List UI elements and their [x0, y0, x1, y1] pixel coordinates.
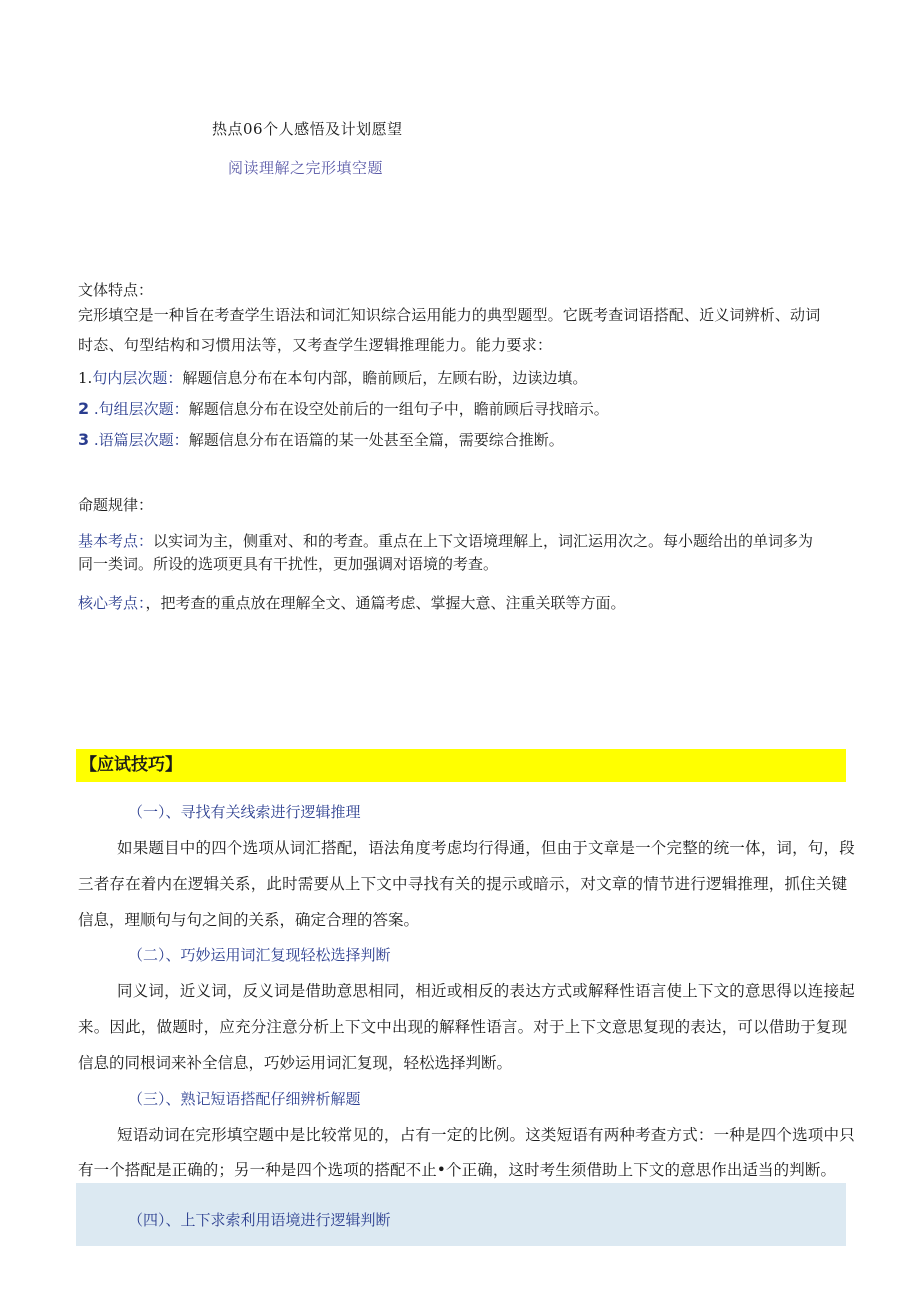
feature-item-term: .句组层次题：	[89, 400, 189, 418]
features-intro-line1: 完形填空是一种旨在考查学生语法和词汇知识综合运用能力的典型题型。它既考查词语搭配、近义词辨析、动词	[78, 306, 821, 324]
feature-item-text: 解题信息分布在设空处前后的一组句子中，瞻前顾后寻找暗示。	[188, 400, 609, 418]
page-subtitle: 阅读理解之完形填空题	[228, 159, 384, 177]
skill-1-heading: （一）、寻找有关线索进行逻辑推理	[128, 803, 361, 821]
skill-4-heading: （四）、上下求索利用语境进行逻辑判断	[128, 1211, 391, 1229]
rules-basic-line2: 同一类词。所设的选项更具有干扰性，更加强调对语境的考查。	[78, 555, 499, 573]
page-title: 热点06个人感悟及计划愿望	[212, 120, 403, 138]
skill-1-line3: 信息，理顺句与句之间的关系，确定合理的答案。	[78, 911, 420, 929]
feature-item-2	[78, 398, 609, 419]
feature-item-number: 2	[78, 399, 90, 418]
basic-term: 基本考点：	[78, 532, 154, 550]
basic-text: 以实词为主，侧重对、和的考查。重点在上下文语境理解上，词汇运用次之。每小题给出的单词多为	[153, 532, 814, 550]
feature-item-term: 句内层次题：	[92, 369, 183, 387]
skill-3-line2: 有一个搭配是正确的；另一种是四个选项的搭配不止•个正确，这时考生须借助上下文的意思作出适当的判断。	[78, 1161, 837, 1179]
core-text: ，把考查的重点放在理解全文、通篇考虑、掌握大意、注重关联等方面。	[145, 594, 626, 612]
feature-item-number: 1.	[78, 369, 93, 387]
skills-banner: 【应试技巧】	[76, 749, 846, 782]
core-term: 核心考点：	[78, 594, 146, 612]
rules-core	[78, 592, 626, 613]
skill-3-heading: （三）、熟记短语搭配仔细辨析解题	[128, 1090, 361, 1108]
feature-item-text: 解题信息分布在本句内部，瞻前顾后，左顾右盼，边读边填。	[182, 369, 588, 387]
feature-item-term: .语篇层次题：	[89, 431, 189, 449]
skill-1-line1: 如果题目中的四个选项从词汇搭配，语法角度考虑均行得通，但由于文章是一个完整的统一体，词，句，段	[117, 839, 855, 857]
skill-2-line3: 信息的同根词来补全信息，巧妙运用词汇复现，轻松选择判断。	[78, 1054, 513, 1072]
feature-item-number: 3	[78, 430, 90, 449]
skill-2-heading: （二）、巧妙运用词汇复现轻松选择判断	[128, 946, 391, 964]
skill-1-line2: 三者存在着内在逻辑关系，此时需要从上下文中寻找有关的提示或暗示，对文章的情节进行逻辑推理，抓住关键	[78, 875, 848, 893]
skill-2-line1: 同义词，近义词，反义词是借助意思相同，相近或相反的表达方式或解释性语言使上下文的意思得以连接起	[117, 982, 855, 1000]
feature-item-1	[78, 367, 587, 388]
skill-2-line2: 来。因此，做题时，应充分注意分析上下文中出现的解释性语言。对于上下文意思复现的表达，可以借助于复现	[78, 1018, 848, 1036]
features-intro-line2: 时态、句型结构和习惯用法等，又考查学生逻辑推理能力。能力要求：	[78, 336, 553, 354]
rules-label: 命题规律：	[78, 496, 154, 514]
rules-basic-line1	[78, 530, 813, 551]
skill-3-line1: 短语动词在完形填空题中是比较常见的，占有一定的比例。这类短语有两种考查方式：一种是四个选项中只	[117, 1126, 855, 1144]
feature-item-text: 解题信息分布在语篇的某一处甚至全篇，需要综合推断。	[188, 431, 564, 449]
features-label: 文体特点：	[78, 281, 154, 299]
feature-item-3	[78, 429, 564, 450]
